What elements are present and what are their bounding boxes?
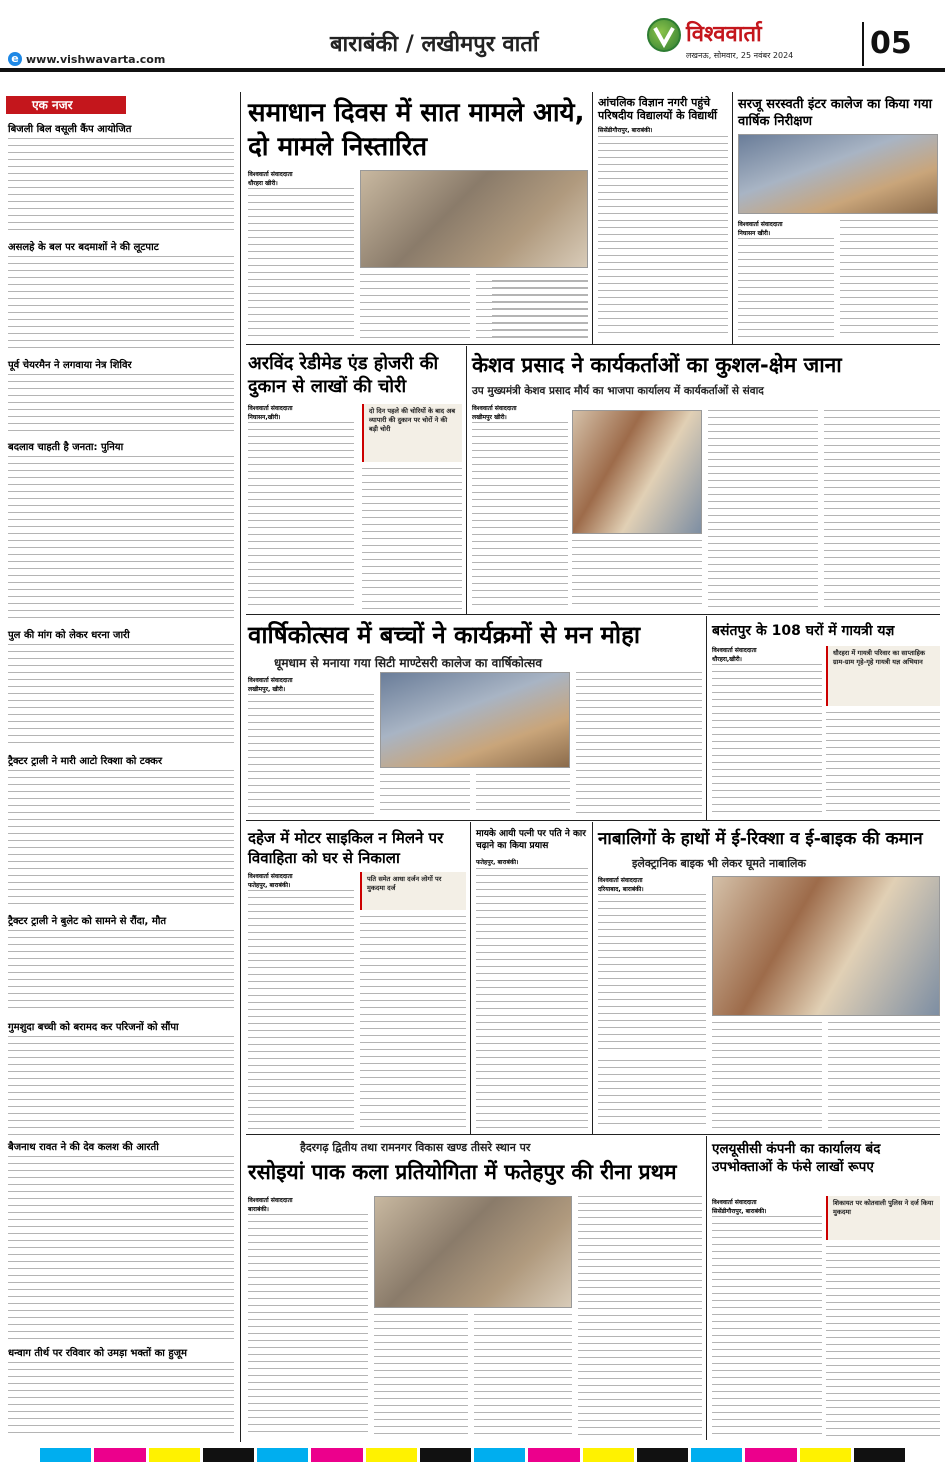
brief-body [8, 770, 234, 910]
story-body [840, 220, 938, 338]
brief-body [8, 456, 234, 624]
story-body [824, 410, 940, 610]
brief-body [8, 930, 234, 1014]
ie-icon: e [8, 52, 22, 66]
brief-title: बिजली बिल वसूली कैंप आयोजित [8, 124, 132, 135]
website-link[interactable]: www.vishwavarta.com [26, 53, 166, 66]
story-body [248, 422, 354, 610]
headline-nabalig: नाबालिगों के हाथों में ई-रिक्शा व ई-बाइक की कमान [598, 829, 923, 849]
byline: विश्ववार्ता संवाददाता [248, 171, 293, 178]
story-body [380, 774, 470, 816]
story-body [248, 188, 354, 338]
photo-varshik [380, 672, 570, 768]
story-body [248, 694, 374, 816]
photo-keshav [572, 410, 702, 534]
page-number: 05 [870, 26, 912, 61]
story-body [826, 712, 940, 816]
headline-lucy: एलयूसीसी कंपनी का कार्यालय बंद उपभोक्ताओं के फंसे लाखों रूपए [712, 1141, 881, 1175]
story-body [598, 136, 728, 272]
story-body [712, 664, 822, 816]
dateline: बाराबंकी। [248, 1206, 269, 1213]
story-body [360, 274, 470, 338]
story-body [598, 276, 728, 338]
dateline: दरियाबाद, बाराबंकी। [598, 886, 644, 893]
brief-title: बैजनाथ रावत ने की देव कलश की आरती [8, 1142, 159, 1153]
brief-title: पूर्व चेयरमैन ने लगवाया नेत्र शिविर [8, 360, 132, 371]
brief-body [8, 1036, 234, 1136]
headline-mayke: मायके आयी पत्नी पर पति ने कार चढ़ाने का किया प्रयास [476, 829, 586, 851]
story-body [828, 1022, 940, 1130]
section-title: बाराबंकी / लखीमपुर वार्ता [330, 32, 539, 57]
byline: विश्ववार्ता संवाददाता [712, 647, 757, 654]
story-body [476, 868, 588, 1130]
dateline: लखीमपुर, खीरी। [248, 686, 286, 693]
headline-keshav: केशव प्रसाद ने कार्यकर्ताओं का कुशल-क्षेम जाना [472, 353, 842, 377]
dateline: निघासन,खीरी। [248, 414, 281, 421]
story-body [362, 468, 462, 610]
byline: विश्ववार्ता संवाददाता [248, 1197, 293, 1204]
story-body [598, 894, 706, 1054]
ek-nazar-title: एक नजर [6, 96, 126, 114]
masthead [0, 0, 945, 74]
headline-saraju: सरजू सरस्वती इंटर कालेज का किया गया वार्षिक निरीक्षण [738, 97, 932, 129]
story-body [374, 1314, 468, 1436]
photo-rasoiyan [374, 1196, 572, 1308]
dateline: धौरहरा खीरी। [248, 180, 278, 187]
story-body [492, 280, 588, 338]
brand-name: विश्ववार्ता [686, 22, 762, 47]
byline: विश्ववार्ता संवाददाता [248, 677, 293, 684]
byline: विश्ववार्ता संवाददाता [598, 877, 643, 884]
story-body [472, 422, 568, 610]
brand-logo-icon [647, 18, 681, 52]
brief-body [8, 138, 234, 236]
pull-quote-lucy: शिकायत पर कोतवाली पुलिस ने दर्ज किया मुकदमा [826, 1196, 940, 1240]
byline: विश्ववार्ता संवाददाता [738, 221, 783, 228]
subhead-nabalig: इलेक्ट्रानिक बाइक भी लेकर घूमते नाबालिक [632, 857, 806, 870]
story-body [598, 1060, 706, 1130]
dateline: सिसेंडीगौरापुर, बाराबंकी। [598, 127, 653, 134]
headline-basantpur: बसंतपुर के 108 घरों में गायत्री यज्ञ [712, 623, 895, 639]
brief-title: ट्रैक्टर ट्राली ने बुलेट को सामने से रौंदा, मौत [8, 916, 167, 927]
byline: विश्ववार्ता संवाददाता [248, 873, 293, 880]
brief-body [8, 1362, 234, 1438]
registration-color-bar [0, 1448, 945, 1462]
brief-title: धन्वाग तीर्थ पर रविवार को उमड़ा भक्तों का हुजूम [8, 1348, 188, 1359]
story-body [248, 1214, 368, 1436]
brief-title: गुमशुदा बच्ची को बरामद कर परिजनों को सौंपा [8, 1022, 179, 1033]
story-body [572, 540, 702, 610]
brief-body [8, 644, 234, 748]
story-body [578, 1196, 702, 1436]
story-body [826, 1246, 940, 1436]
dateline: लखनऊ, सोमवार, 25 नवंबर 2024 [686, 51, 794, 60]
brief-title: असलहे के बल पर बदमाशों ने की लूटपाट [8, 242, 159, 253]
story-body [708, 410, 818, 610]
story-body [576, 672, 702, 816]
story-body [712, 1022, 822, 1130]
ek-nazar-column [6, 96, 236, 1440]
brief-title: बदलाव चाहती है जनता: पुनिया [8, 442, 124, 453]
pull-quote-dahej: पति समेत आधा दर्जन लोगों पर मुकदमा दर्ज [360, 872, 466, 910]
dateline: लखीमपुर खीरी। [472, 414, 507, 421]
photo-saraju [738, 134, 938, 214]
byline: विश्ववार्ता संवाददाता [472, 405, 517, 412]
story-body [360, 916, 466, 1130]
dateline: सिसेंडीगौरापुर, बाराबंकी। [712, 1208, 767, 1215]
headline-arvind: अरविंद रेडीमेड एंड होजरी की दुकान से लाखों की चोरी [248, 353, 439, 397]
headline-varshik: वार्षिकोत्सव में बच्चों ने कार्यक्रमों से मन मोहा [248, 621, 641, 649]
headline-aanchalik: आंचलिक विज्ञान नगरी पहुंचे परिषदीय विद्यालयों के विद्यार्थी [598, 96, 718, 122]
dateline: फतेहपुर, बाराबंकी। [476, 859, 519, 866]
brief-body [8, 1156, 234, 1342]
brief-title: ट्रैक्टर ट्राली ने मारी आटो रिक्शा को टक्कर [8, 756, 163, 767]
story-body [738, 238, 834, 338]
story-body [476, 774, 570, 816]
kicker-rasoiyan: हैदरगढ़ द्वितीय तथा रामनगर विकास खण्ड तीसरे स्थान पर [300, 1141, 531, 1154]
headline-dahej: दहेज में मोटर साइकिल न मिलने पर विवाहिता को घर से निकाला [248, 829, 444, 867]
brief-body [8, 256, 234, 354]
brief-body [8, 374, 234, 436]
dateline: निघासन खीरी। [738, 230, 771, 237]
photo-nabalig [712, 876, 940, 1016]
byline: विश्ववार्ता संवाददाता [712, 1199, 757, 1206]
headline-rasoiyan: रसोइयां पाक कला प्रतियोगिता में फतेहपुर की रीना प्रथम [248, 1160, 677, 1184]
photo-samadhan [360, 170, 588, 268]
subhead-varshik: धूमधाम से मनाया गया सिटी माण्टेसरी कालेज का वार्षिकोत्सव [274, 656, 543, 670]
story-body [712, 1216, 822, 1436]
story-body [248, 890, 354, 1130]
subhead-keshav: उप मुख्यमंत्री केशव प्रसाद मौर्य का भाजपा कार्यालय में कार्यकर्ताओं से संवाद [472, 385, 764, 397]
headline-samadhan: समाधान दिवस में सात मामले आये, दो मामले निस्तारित [248, 98, 585, 162]
dateline: फतेहपुर, बाराबंकी। [248, 882, 291, 889]
pull-quote-basantpur: धौरहरा में गायत्री परिवार का साप्ताहिक ग्राम-ग्राम गृहे-गृहे गायत्री यज्ञ अभियान [826, 646, 940, 706]
dateline: धौरहरा,खीरी। [712, 656, 742, 663]
story-body [474, 1314, 572, 1436]
byline: विश्ववार्ता संवाददाता [248, 405, 293, 412]
brief-title: पुल की मांग को लेकर धरना जारी [8, 630, 130, 641]
pull-quote-arvind: दो दिन पहले की चोरियों के बाद अब व्यापारी की दुकान पर चोरों ने की बड़ी चोरी [362, 404, 462, 462]
